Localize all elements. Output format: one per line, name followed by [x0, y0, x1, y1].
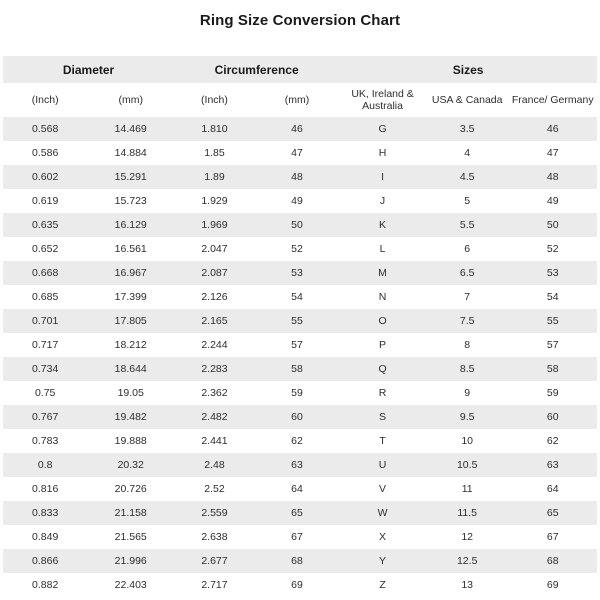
group-header-diameter: Diameter: [3, 56, 174, 83]
cell-size-uk-ireland-australia: Y: [379, 555, 387, 567]
cell-circumference-mm: 68: [291, 555, 303, 567]
cell-circumference-mm: 47: [291, 147, 303, 159]
cell-size-uk-ireland-australia: P: [379, 339, 387, 351]
table-row: [3, 117, 597, 141]
cell-size-usa-canada: 13: [461, 579, 474, 591]
group-header-row: [3, 56, 597, 83]
cell-size-usa-canada: 6: [464, 243, 471, 255]
table-row: [3, 309, 597, 333]
cell-diameter-mm: 18.644: [114, 363, 147, 375]
cell-circumference-mm: 60: [291, 411, 303, 423]
cell-size-france-germany: 60: [546, 411, 559, 423]
column-header-size-usa-canada: USA & Canada: [426, 83, 509, 117]
cell-size-uk-ireland-australia: W: [377, 507, 388, 519]
cell-size-uk-ireland-australia: M: [378, 267, 387, 279]
table-row: [3, 213, 597, 237]
cell-circumference-mm: 53: [291, 267, 303, 279]
cell-size-france-germany: 55: [546, 315, 559, 327]
column-header-diameter-inch: (Inch): [3, 83, 87, 117]
cell-diameter-mm: 20.726: [114, 483, 147, 495]
cell-circumference-inch: 2.126: [201, 291, 228, 303]
cell-size-france-germany: 67: [546, 531, 559, 543]
cell-diameter-mm: 19.482: [114, 411, 147, 423]
cell-diameter-inch: 0.767: [32, 411, 59, 423]
table-row: [3, 381, 597, 405]
cell-diameter-inch: 0.833: [32, 507, 59, 519]
cell-size-usa-canada: 3.5: [459, 123, 475, 135]
cell-diameter-inch: 0.75: [34, 387, 56, 399]
table-row: [3, 189, 597, 213]
table-row: [3, 525, 597, 549]
page: [0, 12, 600, 597]
cell-diameter-inch: 0.668: [32, 267, 59, 279]
table-row: [3, 333, 597, 357]
cell-diameter-inch: 0.602: [32, 171, 59, 183]
cell-size-usa-canada: 10: [461, 435, 474, 447]
cell-diameter-mm: 20.32: [117, 459, 144, 471]
cell-size-usa-canada: 12: [461, 531, 474, 543]
cell-circumference-inch: 1.929: [201, 195, 228, 207]
group-header-sizes: Sizes: [339, 56, 597, 83]
cell-size-uk-ireland-australia: R: [378, 387, 387, 399]
cell-diameter-mm: 19.05: [117, 387, 144, 399]
cell-circumference-inch: 1.85: [204, 147, 225, 159]
cell-diameter-inch: 0.882: [32, 579, 59, 591]
column-header-circumference-inch: (Inch): [174, 83, 255, 117]
cell-diameter-inch: 0.568: [32, 123, 59, 135]
cell-circumference-mm: 50: [291, 219, 303, 231]
cell-circumference-inch: 2.087: [201, 267, 228, 279]
table-row: [3, 141, 597, 165]
cell-size-uk-ireland-australia: V: [379, 483, 387, 495]
cell-circumference-inch: 2.559: [201, 507, 228, 519]
cell-size-usa-canada: 11.5: [457, 507, 478, 519]
cell-size-uk-ireland-australia: X: [379, 531, 387, 543]
cell-circumference-mm: 48: [291, 171, 303, 183]
group-header-circumference: Circumference: [174, 56, 339, 83]
cell-size-uk-ireland-australia: K: [379, 219, 387, 231]
column-header-circumference-mm: (mm): [255, 83, 339, 117]
cell-circumference-mm: 67: [291, 531, 303, 543]
cell-circumference-mm: 65: [291, 507, 303, 519]
cell-diameter-inch: 0.866: [32, 555, 59, 567]
table-header: [3, 56, 597, 117]
table-row: [3, 261, 597, 285]
table-row: [3, 357, 597, 381]
cell-circumference-inch: 1.969: [201, 219, 228, 231]
cell-size-france-germany: 52: [546, 243, 559, 255]
cell-diameter-mm: 21.996: [114, 555, 147, 567]
cell-circumference-mm: 49: [291, 195, 303, 207]
cell-diameter-inch: 0.816: [32, 483, 59, 495]
cell-diameter-inch: 0.685: [32, 291, 59, 303]
cell-circumference-inch: 2.244: [201, 339, 228, 351]
cell-size-uk-ireland-australia: O: [378, 315, 387, 327]
cell-size-uk-ireland-australia: U: [378, 459, 387, 471]
cell-size-france-germany: 50: [546, 219, 559, 231]
cell-circumference-inch: 2.677: [201, 555, 228, 567]
cell-diameter-inch: 0.8: [37, 459, 53, 471]
cell-diameter-mm: 21.565: [114, 531, 147, 543]
cell-size-usa-canada: 5: [464, 195, 471, 207]
cell-size-usa-canada: 9.5: [459, 411, 475, 423]
cell-diameter-inch: 0.783: [32, 435, 59, 447]
cell-size-usa-canada: 6.5: [459, 267, 475, 279]
cell-circumference-inch: 2.52: [204, 483, 225, 495]
table-row: [3, 453, 597, 477]
cell-circumference-inch: 2.047: [201, 243, 228, 255]
cell-size-usa-canada: 8: [464, 339, 471, 351]
cell-diameter-mm: 22.403: [114, 579, 147, 591]
cell-circumference-inch: 2.638: [201, 531, 228, 543]
cell-diameter-mm: 16.967: [114, 267, 147, 279]
cell-size-france-germany: 65: [546, 507, 559, 519]
cell-size-usa-canada: 9: [464, 387, 471, 399]
cell-size-france-germany: 69: [546, 579, 559, 591]
cell-circumference-mm: 57: [291, 339, 303, 351]
cell-circumference-mm: 58: [291, 363, 303, 375]
cell-diameter-inch: 0.717: [32, 339, 59, 351]
cell-size-france-germany: 49: [546, 195, 559, 207]
cell-circumference-inch: 2.482: [201, 411, 228, 423]
cell-diameter-mm: 14.469: [114, 123, 147, 135]
cell-diameter-mm: 21.158: [114, 507, 147, 519]
cell-size-france-germany: 58: [546, 363, 559, 375]
table-row: [3, 405, 597, 429]
cell-size-france-germany: 53: [546, 267, 559, 279]
cell-size-usa-canada: 11: [461, 483, 473, 495]
cell-size-france-germany: 59: [546, 387, 559, 399]
cell-circumference-inch: 2.165: [201, 315, 228, 327]
cell-size-usa-canada: 4.5: [459, 171, 475, 183]
cell-size-france-germany: 64: [546, 483, 559, 495]
table-row: [3, 573, 597, 597]
cell-size-usa-canada: 7: [464, 291, 471, 303]
cell-diameter-mm: 17.399: [114, 291, 147, 303]
cell-size-uk-ireland-australia: N: [378, 291, 387, 303]
cell-size-uk-ireland-australia: I: [381, 171, 384, 183]
cell-size-france-germany: 63: [546, 459, 559, 471]
column-header-diameter-mm: (mm): [87, 83, 174, 117]
cell-diameter-mm: 14.884: [114, 147, 147, 159]
cell-circumference-mm: 69: [291, 579, 303, 591]
cell-size-france-germany: 62: [546, 435, 559, 447]
cell-size-uk-ireland-australia: Q: [378, 363, 387, 375]
cell-circumference-inch: 2.717: [201, 579, 228, 591]
cell-size-uk-ireland-australia: Z: [379, 579, 386, 591]
ring-size-conversion-table: [3, 56, 597, 597]
cell-size-usa-canada: 4: [464, 147, 471, 159]
table-row: [3, 501, 597, 525]
column-header-row: [3, 83, 597, 117]
column-header-size-uk-ireland-australia: UK, Ireland & Australia: [339, 83, 426, 117]
column-header-size-france-germany: France/ Germany: [508, 83, 597, 117]
cell-size-usa-canada: 12.5: [456, 555, 478, 567]
cell-size-france-germany: 46: [546, 123, 559, 135]
cell-size-uk-ireland-australia: G: [378, 123, 387, 135]
table-row: [3, 237, 597, 261]
table-row: [3, 165, 597, 189]
cell-diameter-inch: 0.619: [32, 195, 59, 207]
cell-circumference-inch: 2.441: [201, 435, 228, 447]
cell-circumference-mm: 46: [291, 123, 303, 135]
cell-size-france-germany: 57: [546, 339, 559, 351]
cell-size-france-germany: 48: [546, 171, 559, 183]
cell-circumference-inch: 2.283: [201, 363, 228, 375]
cell-circumference-mm: 55: [291, 315, 303, 327]
cell-diameter-mm: 17.805: [114, 315, 147, 327]
cell-size-france-germany: 68: [546, 555, 559, 567]
cell-size-uk-ireland-australia: J: [379, 195, 386, 207]
table-body: [3, 117, 597, 597]
cell-diameter-mm: 18.212: [114, 339, 147, 351]
cell-circumference-inch: 2.362: [201, 387, 228, 399]
cell-circumference-mm: 59: [291, 387, 303, 399]
cell-diameter-inch: 0.635: [32, 219, 59, 231]
cell-circumference-mm: 64: [291, 483, 303, 495]
cell-size-uk-ireland-australia: H: [378, 147, 387, 159]
cell-diameter-mm: 16.129: [114, 219, 147, 231]
cell-size-usa-canada: 7.5: [459, 315, 475, 327]
cell-circumference-mm: 54: [291, 291, 303, 303]
cell-size-usa-canada: 5.5: [459, 219, 475, 231]
table-row: [3, 285, 597, 309]
cell-size-uk-ireland-australia: S: [379, 411, 387, 423]
cell-diameter-mm: 15.723: [114, 195, 147, 207]
cell-diameter-inch: 0.586: [32, 147, 59, 159]
cell-size-france-germany: 54: [546, 291, 559, 303]
cell-diameter-mm: 15.291: [114, 171, 147, 183]
cell-size-usa-canada: 8.5: [459, 363, 475, 375]
cell-diameter-inch: 0.734: [32, 363, 59, 375]
cell-circumference-mm: 63: [291, 459, 303, 471]
cell-diameter-mm: 19.888: [114, 435, 147, 447]
cell-size-uk-ireland-australia: L: [379, 243, 386, 255]
cell-size-uk-ireland-australia: T: [379, 435, 386, 447]
cell-circumference-inch: 2.48: [204, 459, 225, 471]
table-row: [3, 429, 597, 453]
cell-size-usa-canada: 10.5: [456, 459, 478, 471]
cell-circumference-mm: 62: [291, 435, 303, 447]
cell-diameter-mm: 16.561: [114, 243, 147, 255]
cell-circumference-mm: 52: [291, 243, 303, 255]
table-row: [3, 549, 597, 573]
cell-diameter-inch: 0.849: [32, 531, 59, 543]
page-title: Ring Size Conversion Chart: [199, 12, 401, 29]
cell-circumference-inch: 1.89: [204, 171, 225, 183]
cell-circumference-inch: 1.810: [201, 123, 228, 135]
table-row: [3, 477, 597, 501]
cell-size-france-germany: 47: [546, 147, 559, 159]
cell-diameter-inch: 0.652: [32, 243, 59, 255]
cell-diameter-inch: 0.701: [32, 315, 59, 327]
